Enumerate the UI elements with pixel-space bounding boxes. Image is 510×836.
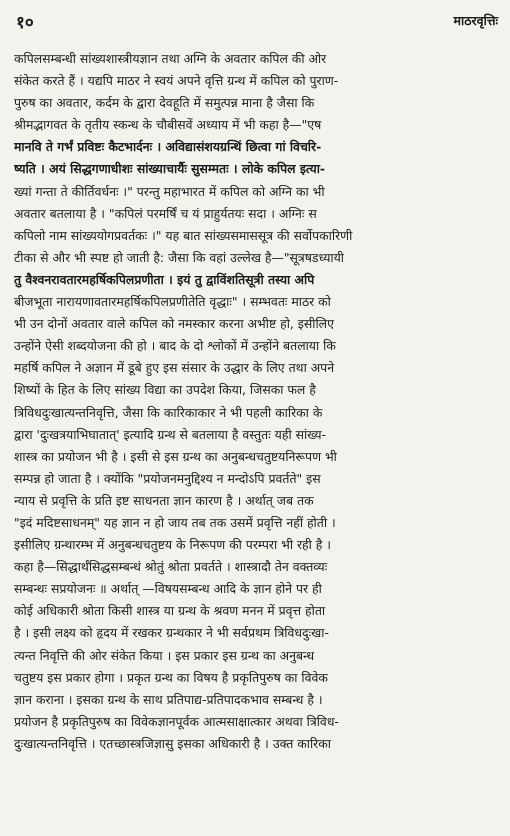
page-header bbox=[14, 8, 498, 48]
text-line: कोई अधिकारी श्रोता किसी शास्त्र या ग्रन्थ के श्रवण मनन में प्रवृत्त होता bbox=[14, 603, 326, 619]
text-line: भी उन दोनों अवतार वाले कपिल को नमस्कार करना अभीष्ट हो, इसीलिए bbox=[14, 316, 334, 332]
text-line: है । इसी लक्ष्य को हृदय में रखकर ग्रन्थकार ने भी सर्वप्रथम त्रिविधदुःखा- bbox=[14, 625, 329, 641]
text-line: ख्यां गन्ता ते कीर्तिवर्धनः ।" परन्तु महाभारत में कपिल को अग्नि का भी bbox=[14, 183, 325, 199]
text-line: कपिलसम्बन्धी सांख्यशास्त्रीयज्ञान तथा अग्नि के अवतार कपिल की ओर bbox=[14, 51, 327, 66]
text-line: कपिलो नाम सांख्ययोगप्रवर्तकः ।" यह बात सांख्यसमाससूत्र की सर्वोपकारिणी bbox=[14, 227, 353, 243]
text-line: महर्षि कपिल ने अज्ञान में डूबे हुए इस संसार के उद्धार के लिए तथा अपने bbox=[14, 360, 335, 376]
body-text bbox=[14, 48, 498, 755]
text-line: चतुष्टय इस प्रकार होगा । प्रकृत ग्रन्थ का विषय है प्रकृतिपुरुष का विवेक bbox=[14, 669, 328, 685]
text-line: "इदं मदिष्टसाधनम्" यह ज्ञान न हो जाय तब तक उसमें प्रवृत्ति नहीं होती । bbox=[14, 514, 336, 530]
text-line: संकेत करते हैं । यद्यपि माठर ने स्वयं अपने वृत्ति ग्रन्थ में कपिल को पुराण- bbox=[14, 73, 339, 89]
text-line: टीका से और भी स्पष्ट हो जाती है: जैसा कि वहां उल्लेख है—"सूत्रषडध्यायी bbox=[14, 249, 345, 265]
text-line: ज्ञान कराना । इसका ग्रन्थ के साथ प्रतिपाद्य-प्रतिपादकभाव सम्बन्ध है । bbox=[14, 691, 323, 707]
text-line: त्यन्त निवृत्ति की ओर संकेत किया । इस प्रकार इस ग्रन्थ का अनुबन्ध bbox=[14, 647, 315, 663]
text-line: श्रीमद्भागवत के तृतीय स्कन्ध के चौबीसवें अध्याय में भी कहा है—"एष bbox=[14, 117, 322, 133]
text-line: मानवि ते गर्भं प्रविष्टः कैटभार्दनः । अविद्यासंशयग्रन्थिं छित्वा गां विचरि- bbox=[14, 139, 322, 155]
text-line: न्याय से प्रवृत्ति के प्रति इष्ट साधनता ज्ञान कारण है । अर्थात् जब तक bbox=[14, 492, 314, 508]
text-line: इसीलिए ग्रन्थारम्भ में अनुबन्धचतुष्टय के निरूपण की परम्परा भी रही है । bbox=[14, 537, 331, 553]
text-line: प्रयोजन है प्रकृतिपुरुष का विवेकज्ञानपूर्वक आत्मसाक्षात्कार अथवा त्रिविध- bbox=[14, 713, 339, 729]
text-line: शिष्यों के हित के लिए सांख्य विद्या का उपदेश किया, जिसका फल है bbox=[14, 382, 316, 398]
page-number: १० bbox=[16, 13, 34, 33]
text-line: त्रिविधदुःखात्यन्तनिवृत्ति, जैसा कि कारिकाकार ने भी पहली कारिका के bbox=[14, 404, 323, 420]
text-line: शास्त्र का प्रयोजन भी है । इसी से इस ग्रन्थ का अनुबन्धचतुष्टयनिरूपण भी bbox=[14, 448, 337, 464]
text-line: कहा है—सिद्धार्थंसिद्धसम्बन्धं श्रोतुं श्रोता प्रवर्तते । शास्त्रादौ तेन वक्तव्यः bbox=[14, 559, 328, 575]
text-line: द्वारा 'दुःखत्रयाभिघातात्' इत्यादि ग्रन्थ से बतलाया है वस्तुतः यही सांख्य- bbox=[14, 426, 327, 442]
running-head: माठरवृत्तिः bbox=[453, 13, 498, 28]
text-line: पुरुष का अवतार, कर्दम के द्वारा देवहूति में समुत्पन्न माना है जैसा कि bbox=[14, 95, 315, 111]
text-line: तु वैश्वनरावतारमहर्षिकपिलप्रणीता । इयं तु द्वाविंशतिसूत्री तस्या अपि bbox=[14, 271, 315, 287]
text-line: सम्बन्धः सप्रयोजनः ॥ अर्थात् —विषयसम्बन्ध आदि के ज्ञान होने पर ही bbox=[14, 581, 322, 597]
text-line: दुःखात्यन्तनिवृत्ति । एतच्छास्त्रजिज्ञासु इसका अधिकारी है । उक्त कारिका bbox=[14, 735, 331, 751]
text-line: अवतार बतलाया है । "कपिलं परमर्षिं च यं प्राहुर्यतयः सदा । अग्निः स bbox=[14, 205, 317, 221]
text-line: सम्पन्न हो जाता है । क्योंकि "प्रयोजनमनुद्दिश्य न मन्दोऽपि प्रवर्तते" इस bbox=[14, 470, 321, 486]
text-line: ष्यति । अयं सिद्धगणाधीशः सांख्याचार्यैः सुसम्मतः । लोके कपिल इत्या- bbox=[14, 161, 326, 177]
text-line: उन्होंने ऐसी शब्दयोजना की हो । बाद के दो श्लोकों में उन्होंने बतलाया कि bbox=[14, 338, 336, 354]
text-line: बीजभूता नारायणावतारमहर्षिकपिलप्रणीतेति वृद्धाः" । सम्भवतः माठर को bbox=[14, 294, 331, 310]
